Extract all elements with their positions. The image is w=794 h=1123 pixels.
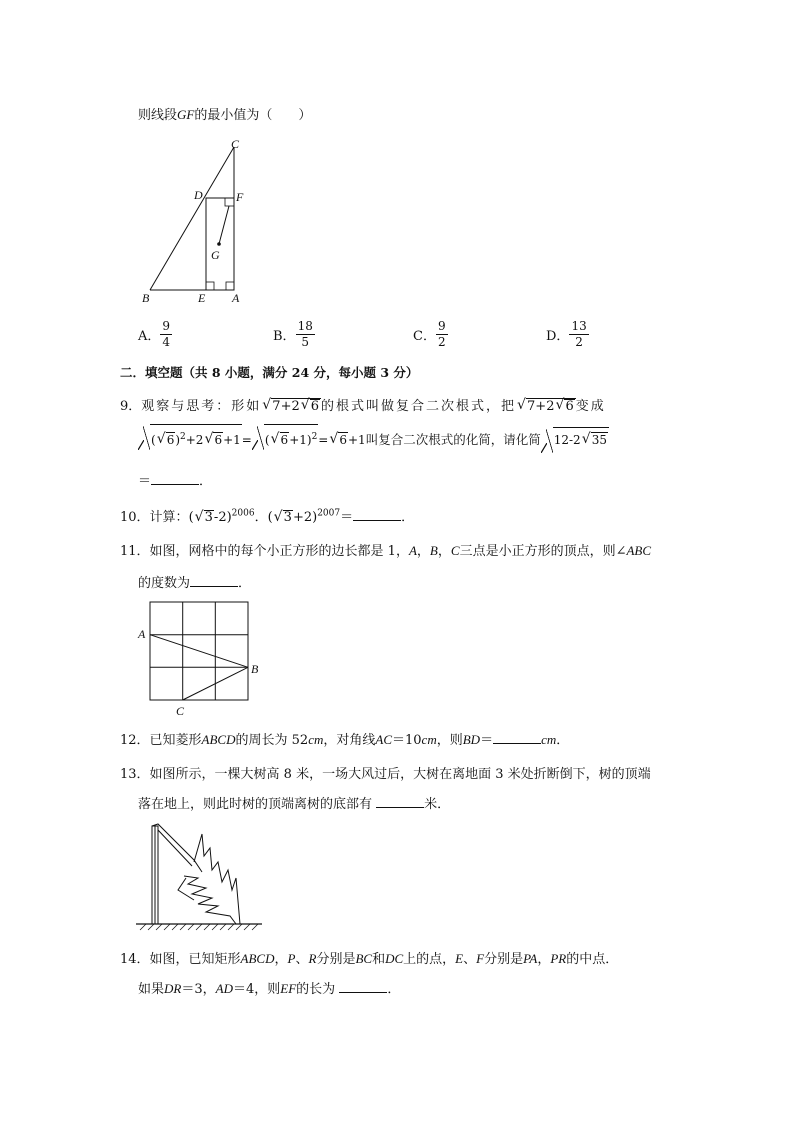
grid-label-a: A xyxy=(138,627,146,641)
q10: 10．计算：(√ 3-2)$^{2006}$．(√ 3+2)$^{2007}$＝ ． xyxy=(120,506,414,525)
q9-answer-line: ＝ ． xyxy=(138,474,213,489)
q14-blank[interactable] xyxy=(339,980,387,993)
label-a: A xyxy=(232,291,240,305)
right-angle-e xyxy=(206,282,214,290)
q11-line-2: 的度数为 ． xyxy=(138,576,252,591)
q12-blank[interactable] xyxy=(493,731,541,744)
option-a: A． $\frac{9}{4}$ xyxy=(138,319,171,349)
q10-blank[interactable] xyxy=(353,508,401,521)
q9-line-1: 9．观察与思考：形如√ 7+2√ 6 的根式叫做复合二次根式，把√ 7+2√ 6 变成 xyxy=(120,395,606,414)
label-d: D xyxy=(194,188,203,202)
label-c: C xyxy=(231,137,240,151)
q13-line-1: 13．如图所示，一棵大树高 8 米，一场大风过后，大树在离地面 3 米处折断倒下，树的顶端 xyxy=(120,767,651,782)
figure-q8 xyxy=(138,135,258,307)
option-b: B． $\frac{18}{5}$ xyxy=(273,319,313,349)
right-angle-a xyxy=(226,282,234,290)
figure-q11-grid xyxy=(136,598,266,720)
q14-line-1: 14．如图，已知矩形ABCD，P、R分别是BC和DC上的点，E、F分别是PA，PR的中点． xyxy=(120,951,619,967)
q13-blank[interactable] xyxy=(376,795,424,808)
right-angle-f xyxy=(225,198,234,206)
q9-line-2: (√ 6)$^2$+2√ 6+1= (√ 6+1)$^2$=√ 6+1叫复合二次根式的化简，请化简 12-2√ 35 xyxy=(138,424,609,450)
intro-var: GF xyxy=(177,107,195,122)
line-bc xyxy=(150,147,234,290)
q11-blank[interactable] xyxy=(190,574,238,587)
option-d: D． $\frac{13}{2}$ xyxy=(546,319,587,349)
section-2-title: 二．填空题（共 8 小题，满分 24 分，每小题 3 分） xyxy=(120,365,419,380)
q9-blank[interactable] xyxy=(151,472,199,485)
intro-suffix: 的最小值为（ ） xyxy=(194,108,312,123)
label-b: B xyxy=(142,291,150,305)
grid-label-c: C xyxy=(176,704,185,718)
label-e: E xyxy=(198,291,206,305)
segment-ab xyxy=(150,635,248,668)
q13-line-2: 落在地上，则此时树的顶端离树的底部有 米． xyxy=(138,797,451,812)
segment-gf xyxy=(219,206,229,244)
intro-prefix: 则线段 xyxy=(138,108,178,123)
q14-line-2: 如果DR＝3，AD＝4，则EF的长为 ． xyxy=(138,981,401,997)
q12: 12．已知菱形ABCD的周长为 52cm，对角线AC＝10cm，则BD＝ cm． xyxy=(120,732,570,748)
option-c: C． $\frac{9}{2}$ xyxy=(413,319,446,349)
intro-line xyxy=(138,104,311,123)
figure-q13-tree xyxy=(136,820,266,932)
label-g: G xyxy=(211,248,220,262)
point-g xyxy=(217,242,221,246)
label-f: F xyxy=(236,190,244,204)
grid-label-b: B xyxy=(251,662,259,676)
q11-line-1: 11．如图，网格中的每个小正方形的边长都是 1，A，B，C三点是小正方形的顶点，则∠ABC xyxy=(120,543,652,559)
